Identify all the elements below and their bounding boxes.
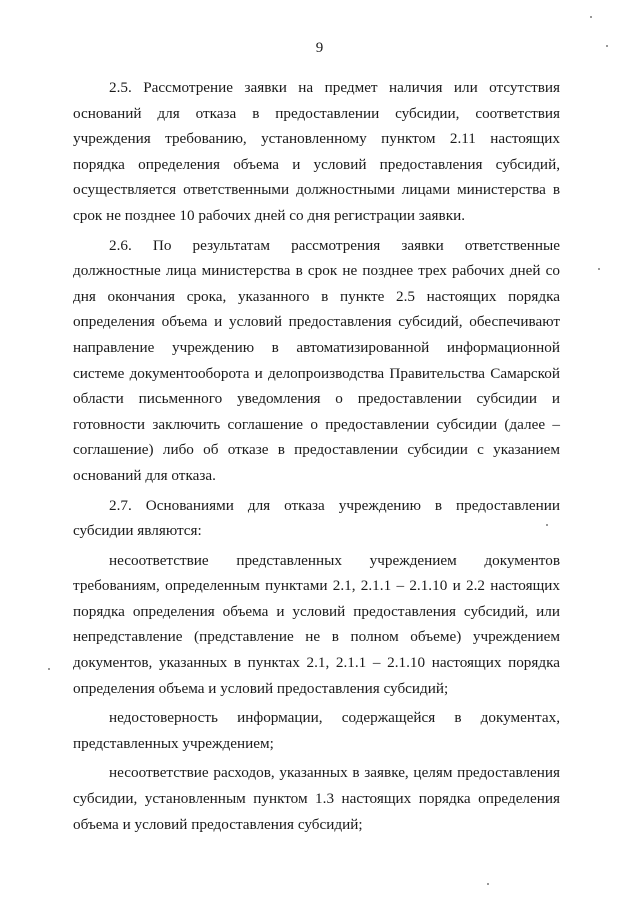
page-number: 9	[315, 40, 324, 56]
paragraph-2-7: 2.7. Основаниями для отказа учреждению в предоставлении субсидии являются:	[73, 496, 560, 540]
scan-speck	[606, 45, 608, 47]
scan-speck	[590, 16, 592, 18]
paragraph-reason-unreliability: недостоверность информации, содержащейся в документах, представленных учреждением;	[73, 709, 560, 752]
paragraph-reason-nonconformity: несоответствие представленных учреждением документов требованиям, определенным пунктами 2.1, 2.1.1 – 2.1.10 и 2.2 настоящих порядка определения объема и условий предоставления субсидий, или непредставление (представление не в полном объеме) учреждением документов, указанных в пунктах 2.1, 2.1.1 – 2.1.10 настоящих порядка определения объема и условий предоставления субсидий;	[73, 551, 560, 697]
document-body	[73, 75, 560, 837]
paragraph-2-5: 2.5. Рассмотрение заявки на предмет наличия или отсутствия оснований для отказа в предоставлении субсидии, соответствия учреждения требованию, установленному пунктом 2.11 настоящих порядка определения объема и условий предоставления субсидий, осуществляется ответственными должностными лицами министерства в срок не позднее 10 рабочих дней со дня регистрации заявки.	[73, 79, 560, 224]
scan-speck	[546, 524, 548, 526]
scan-speck	[598, 268, 600, 270]
scan-speck	[48, 668, 50, 670]
paragraph-2-6: 2.6. По результатам рассмотрения заявки ответственные должностные лица министерства в срок не позднее трех рабочих дней со дня окончания срока, указанного в пункте 2.5 настоящих порядка определения объема и условий предоставления субсидий, обеспечивают направление учреждению в автоматизированной информационной системе документооборота и делопроизводства Правительства Самарской области письменного уведомления о предоставлении субсидии и готовности заключить соглашение о предоставлении субсидии (далее – соглашение) либо об отказе в предоставлении субсидии с указанием оснований для отказа.	[73, 236, 560, 484]
scan-speck	[487, 883, 489, 885]
paragraph-reason-expenses: несоответствие расходов, указанных в заявке, целям предоставления субсидии, установленным пунктом 1.3 настоящих порядка определения объема и условий предоставления субсидий;	[73, 764, 560, 833]
